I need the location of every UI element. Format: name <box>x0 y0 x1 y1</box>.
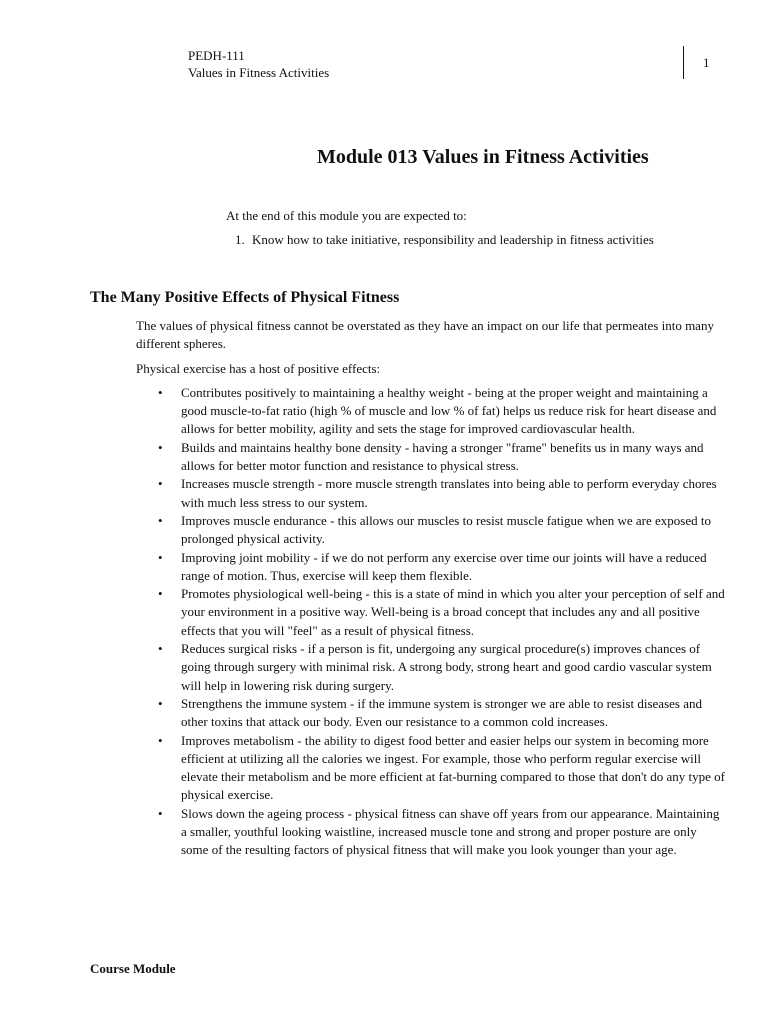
bullet-icon: • <box>158 641 163 657</box>
list-item-text: Increases muscle strength - more muscle strength translates into being able to perform everyday chores with much less stress to our system. <box>181 476 717 510</box>
list-item <box>158 512 726 549</box>
section-body <box>136 317 726 860</box>
list-item-text: Improves metabolism - the ability to digest food better and easier helps our system in becoming more efficient at utilizing all the calories we ingest. For example, those who perform regular exercise will elevate their metabolism and be more efficient at fat-burning compared to those that don't do any type of physical exercise. <box>181 732 725 803</box>
list-item <box>158 805 726 860</box>
list-item-text: Strengthens the immune system - if the immune system is stronger we are able to resist diseases and other toxins that attack our body. Even our resistance to a common cold increases. <box>181 695 702 730</box>
effects-list <box>136 384 726 860</box>
list-item <box>158 695 726 732</box>
list-item-text: Improving joint mobility - if we do not perform any exercise over time our joints will have a reduced range of motion. Thus, exercise will keep them flexible. <box>181 549 707 583</box>
course-code: PEDH-111 <box>188 48 245 63</box>
page-header <box>188 47 329 81</box>
list-item-text: Contributes positively to maintaining a healthy weight - being at the proper weight and maintaining a good muscle-to-fat ratio (high % of muscle and low % of fat) helps us reduce risk for heart disease and allows for better mobility, agility and sets the stage for improved cardiovascular health. <box>181 384 717 437</box>
list-item <box>158 640 726 695</box>
bullet-icon: • <box>158 476 163 492</box>
objective-item: 1. Know how to take initiative, responsibility and leadership in fitness activities <box>248 231 696 249</box>
objectives-intro: At the end of this module you are expected to: <box>226 208 467 223</box>
effects-lead-paragraph: Physical exercise has a host of positive effects: <box>136 360 381 376</box>
bullet-icon: • <box>158 549 163 565</box>
bullet-icon: • <box>158 586 163 602</box>
bullet-icon: • <box>158 384 163 400</box>
list-item <box>158 732 726 805</box>
objectives-list <box>226 231 696 249</box>
intro-paragraph: The values of physical fitness cannot be overstated as they have an impact on our life that permeates into many different spheres. <box>136 318 714 352</box>
list-item-text: Builds and maintains healthy bone density - having a stronger "frame" benefits us in many ways and allows for better motor function and resistance to physical stress. <box>181 439 704 474</box>
module-title: Module 013 Values in Fitness Activities <box>317 146 649 168</box>
list-item <box>158 439 726 476</box>
bullet-icon: • <box>158 512 163 528</box>
list-item <box>158 384 726 439</box>
course-title: Values in Fitness Activities <box>188 65 330 80</box>
list-item-text: Improves muscle endurance - this allows our muscles to resist muscle fatigue when we are exposed to prolonged physical activity. <box>181 512 711 547</box>
page-number: 1 <box>703 55 710 70</box>
list-item-text: Slows down the ageing process - physical fitness can shave off years from our appearance. Maintaining a smaller, youthful looking waistline, increased muscle tone and strong and proper posture are only some of the resulting factors of physical fitness that will make you look younger than your age. <box>181 805 720 858</box>
list-item <box>158 549 726 586</box>
list-item <box>158 475 726 512</box>
bullet-icon: • <box>158 805 163 821</box>
section-heading: The Many Positive Effects of Physical Fitness <box>90 289 400 306</box>
list-item-text: Reduces surgical risks - if a person is fit, undergoing any surgical procedure(s) improves chances of going through surgery with minimal risk. A strong body, strong heart and good cardio vascular system will help in lowering risk during surgery. <box>181 641 712 693</box>
learning-objectives <box>226 207 696 249</box>
header-divider <box>683 46 684 79</box>
bullet-icon: • <box>158 732 163 748</box>
bullet-icon: • <box>158 439 163 455</box>
list-item-text: Promotes physiological well-being - this is a state of mind in which you alter your perception of self and your environment in a positive way. Well-being is a broad concept that includes any and all positive effects that you will "feel" as a result of physical fitness. <box>181 586 725 638</box>
bullet-icon: • <box>158 695 163 711</box>
list-item <box>158 585 726 640</box>
page-footer: Course Module <box>90 961 176 976</box>
